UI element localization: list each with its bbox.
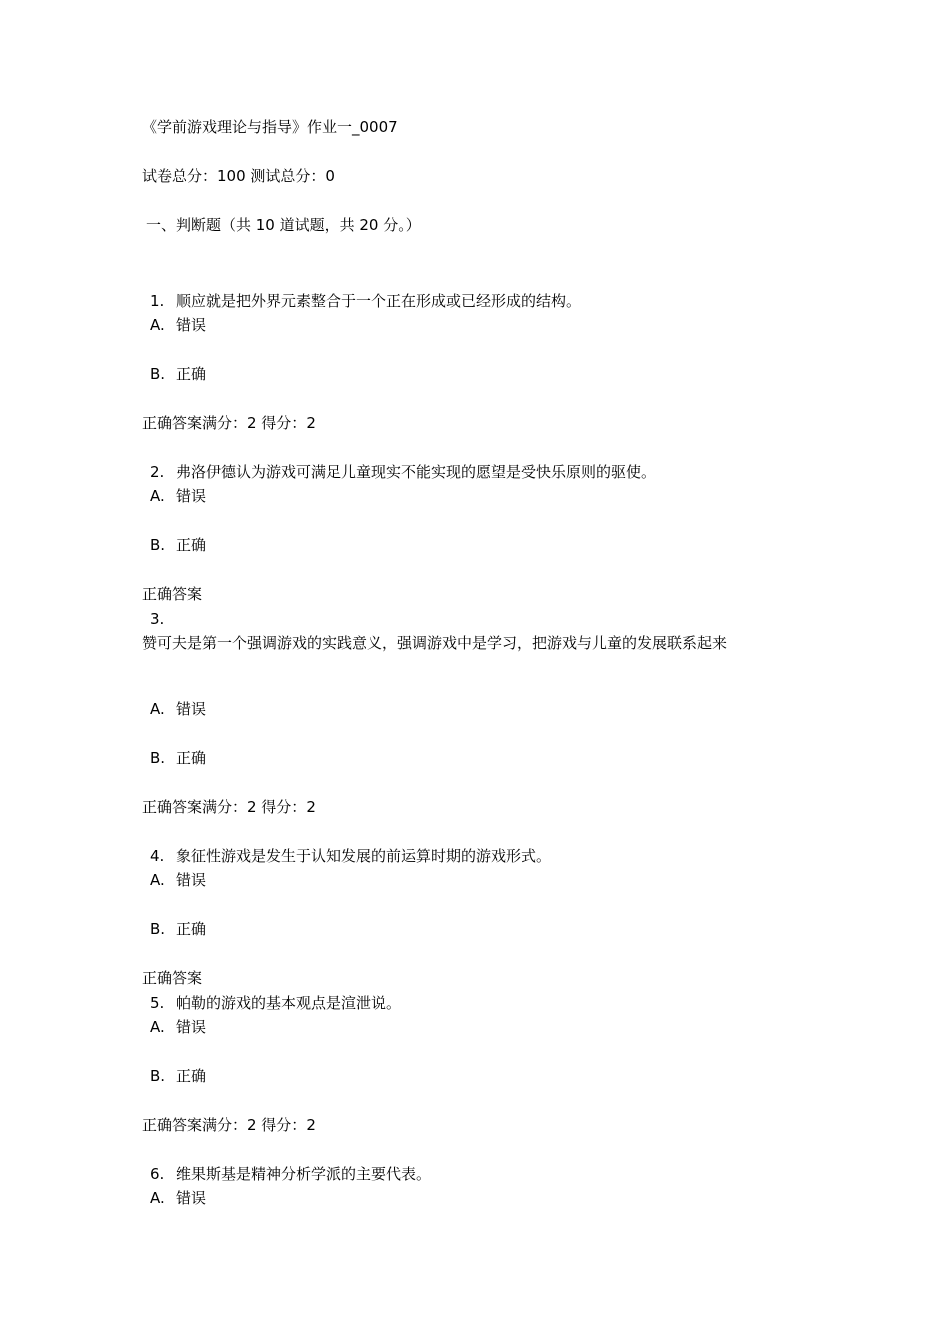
question-number: 4. [150, 847, 165, 865]
question-text: 赞可夫是第一个强调游戏的实践意义，强调游戏中是学习，把游戏与儿童的发展联系起来 [142, 634, 728, 652]
question-number: 3. [150, 610, 165, 628]
option-a[interactable] [150, 699, 206, 719]
question-4 [150, 846, 551, 866]
option-text: 正确 [176, 536, 207, 554]
option-b[interactable] [150, 919, 206, 939]
answer-line: 正确答案 [142, 585, 203, 603]
option-a[interactable] [150, 1188, 206, 1208]
question-number: 5. [150, 994, 165, 1012]
option-text: 错误 [176, 700, 207, 718]
option-letter: A. [150, 316, 165, 334]
option-a[interactable] [150, 486, 206, 506]
option-letter: A. [150, 700, 165, 718]
document-title: 《学前游戏理论与指导》作业一_0007 [142, 118, 398, 136]
question-number: 2. [150, 463, 165, 481]
option-text: 错误 [176, 1018, 207, 1036]
option-text: 错误 [176, 1189, 207, 1207]
question-text: 象征性游戏是发生于认知发展的前运算时期的游戏形式。 [176, 847, 552, 865]
score-line: 试卷总分：100 测试总分：0 [142, 167, 335, 185]
option-text: 正确 [176, 365, 207, 383]
option-letter: B. [150, 1067, 166, 1085]
question-text: 帕勒的游戏的基本观点是渲泄说。 [176, 994, 402, 1012]
question-number: 1. [150, 292, 165, 310]
option-letter: A. [150, 487, 165, 505]
option-letter: A. [150, 871, 165, 889]
option-b[interactable] [150, 364, 206, 384]
answer-line: 正确答案 [142, 969, 203, 987]
answer-line: 正确答案满分：2 得分：2 [142, 798, 316, 816]
section-title: 一、判断题（共 10 道试题，共 20 分。） [146, 216, 421, 234]
answer-line: 正确答案满分：2 得分：2 [142, 414, 316, 432]
option-letter: B. [150, 749, 166, 767]
option-text: 错误 [176, 487, 207, 505]
option-a[interactable] [150, 1017, 206, 1037]
option-b[interactable] [150, 748, 206, 768]
question-5 [150, 993, 401, 1013]
option-text: 正确 [176, 920, 207, 938]
option-letter: A. [150, 1018, 165, 1036]
question-6 [150, 1164, 431, 1184]
question-text: 维果斯基是精神分析学派的主要代表。 [176, 1165, 432, 1183]
option-letter: B. [150, 536, 166, 554]
option-text: 正确 [176, 749, 207, 767]
question-text: 顺应就是把外界元素整合于一个正在形成或已经形成的结构。 [176, 292, 582, 310]
question-2 [150, 462, 656, 482]
option-b[interactable] [150, 1066, 206, 1086]
option-text: 正确 [176, 1067, 207, 1085]
option-a[interactable] [150, 315, 206, 335]
option-text: 错误 [176, 871, 207, 889]
option-letter: B. [150, 365, 166, 383]
answer-line: 正确答案满分：2 得分：2 [142, 1116, 316, 1134]
question-number: 6. [150, 1165, 165, 1183]
option-letter: B. [150, 920, 166, 938]
option-text: 错误 [176, 316, 207, 334]
option-a[interactable] [150, 870, 206, 890]
question-1 [150, 291, 581, 311]
option-b[interactable] [150, 535, 206, 555]
option-letter: A. [150, 1189, 165, 1207]
question-text: 弗洛伊德认为游戏可满足儿童现实不能实现的愿望是受快乐原则的驱使。 [176, 463, 657, 481]
